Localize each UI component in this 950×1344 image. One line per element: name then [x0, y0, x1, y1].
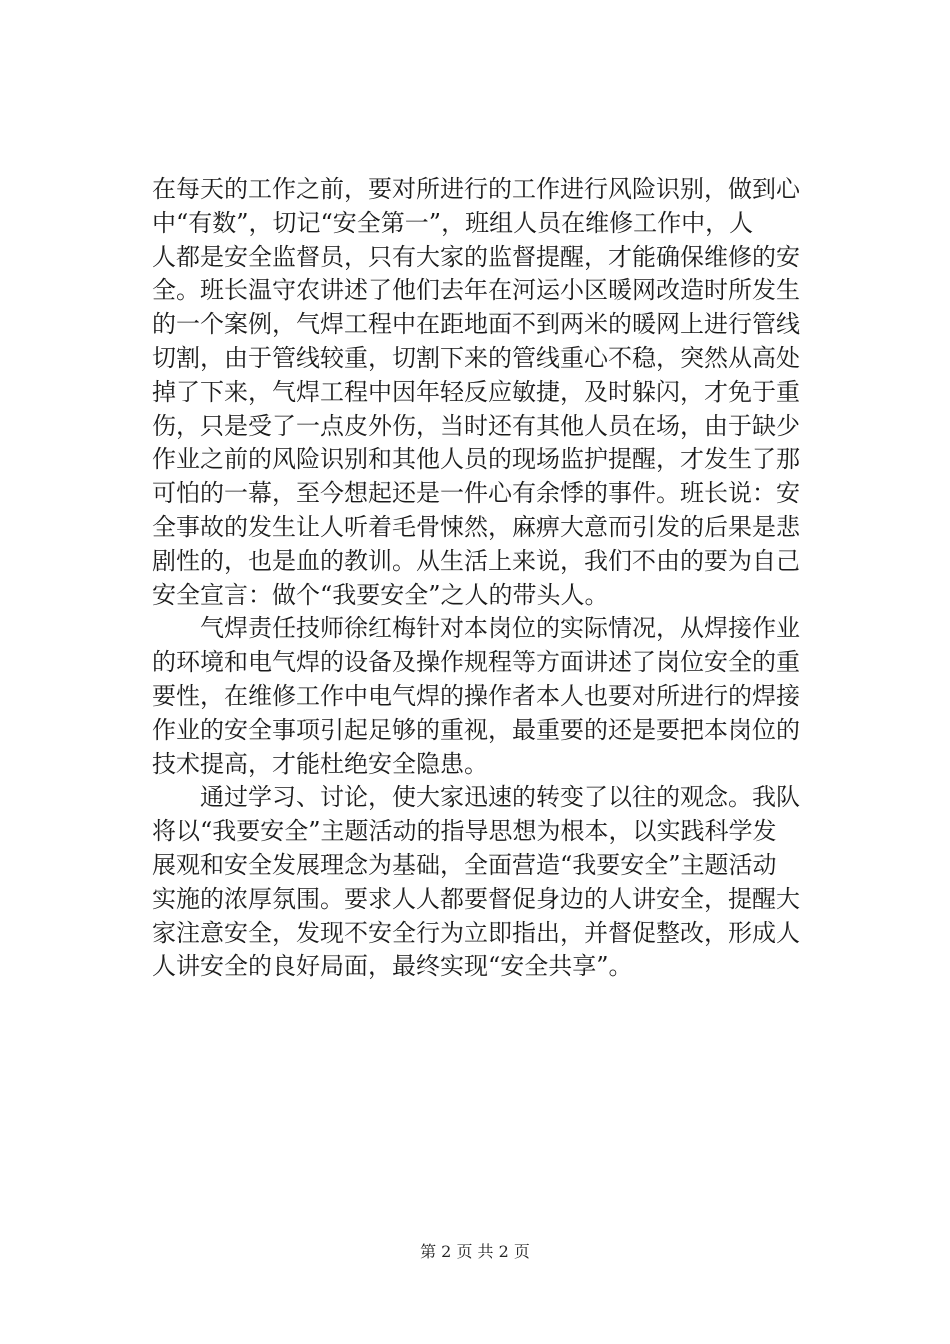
- text-line: 剧性的，也是血的教训。从生活上来说，我们不由的要为自己: [152, 546, 800, 575]
- text-line: 的环境和电气焊的设备及操作规程等方面讲述了岗位安全的重: [152, 648, 800, 677]
- text-line: 的一个案例，气焊工程中在距地面不到两米的暖网上进行管线: [152, 310, 800, 339]
- text-line: 人讲安全的良好局面，最终实现“安全共享”。: [152, 952, 633, 981]
- text-line: 全。班长温守农讲述了他们去年在河运小区暖网改造时所发生: [152, 276, 800, 305]
- text-line: 展观和安全发展理念为基础，全面营造“我要安全”主题活动: [152, 850, 777, 879]
- document-body: [152, 173, 804, 984]
- text-line: 人都是安全监督员，只有大家的监督提醒，才能确保维修的安: [152, 242, 800, 271]
- text-line: 实施的浓厚氛围。要求人人都要督促身边的人讲安全，提醒大: [152, 884, 800, 913]
- text-line: 技术提高，才能杜绝安全隐患。: [152, 749, 488, 778]
- text-line: 中“有数”，切记“安全第一”，班组人员在维修工作中，人: [152, 208, 754, 237]
- text-line: 安全宣言：做个“我要安全”之人的带头人。: [152, 580, 609, 609]
- page-footer: 第 2 页 共 2 页: [420, 1242, 530, 1261]
- text-line: 要性，在维修工作中电气焊的操作者本人也要对所进行的焊接: [152, 681, 800, 710]
- text-line: 全事故的发生让人听着毛骨悚然，麻痹大意而引发的后果是悲: [152, 512, 800, 541]
- text-line: 作业的安全事项引起足够的重视，最重要的还是要把本岗位的: [152, 715, 800, 744]
- text-line: 掉了下来，气焊工程中因年轻反应敏捷，及时躲闪，才免于重: [152, 377, 800, 406]
- text-line: 家注意安全，发现不安全行为立即指出，并督促整改，形成人: [152, 918, 800, 947]
- text-line: 伤，只是受了一点皮外伤，当时还有其他人员在场，由于缺少: [152, 411, 800, 440]
- text-line: 将以“我要安全”主题活动的指导思想为根本，以实践科学发: [152, 817, 777, 846]
- text-line: 切割，由于管线较重，切割下来的管线重心不稳，突然从高处: [152, 343, 800, 372]
- text-line: 通过学习、讨论，使大家迅速的转变了以往的观念。我队: [200, 783, 800, 812]
- text-line: 可怕的一幕，至今想起还是一件心有余悸的事件。班长说：安: [152, 479, 800, 508]
- text-line: 在每天的工作之前，要对所进行的工作进行风险识别，做到心: [152, 175, 800, 203]
- text-line: 气焊责任技师徐红梅针对本岗位的实际情况，从焊接作业: [200, 614, 800, 643]
- text-line: 作业之前的风险识别和其他人员的现场监护提醒，才发生了那: [152, 445, 800, 474]
